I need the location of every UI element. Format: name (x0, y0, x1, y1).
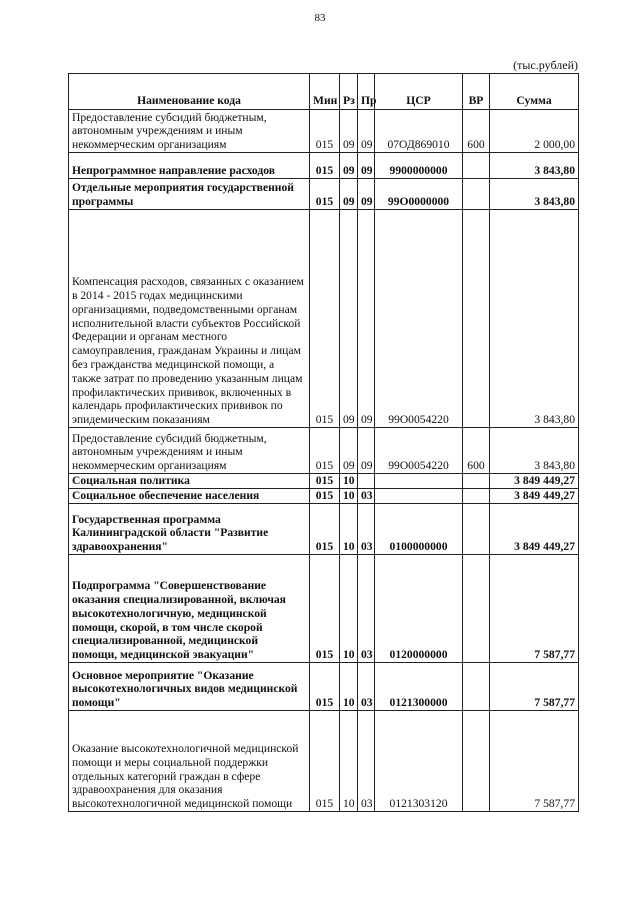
row-vr (463, 489, 490, 504)
row-rz: 10 (340, 474, 358, 489)
row-min: 015 (310, 210, 340, 428)
row-sum: 3 849 449,27 (490, 504, 579, 555)
row-rz: 09 (340, 210, 358, 428)
header-rz: Рз (340, 74, 358, 110)
row-sum: 7 587,77 (490, 711, 579, 812)
row-csr (375, 489, 463, 504)
row-csr: 0100000000 (375, 504, 463, 555)
row-name: Подпрограмма "Совершенствование оказания специализированной, включая высокотехнологичную, медицинской помощи, скорой, в том числе скорой специализированной, медицинской помощи, медицинской эвакуации" (69, 555, 310, 663)
units-label: (тыс.рублей) (513, 58, 578, 72)
row-rz: 10 (340, 711, 358, 812)
table-row (69, 210, 579, 428)
row-csr: 99О0000000 (375, 179, 463, 210)
row-csr: 99О0054220 (375, 210, 463, 428)
row-min: 015 (310, 489, 340, 504)
row-pr: 03 (358, 489, 375, 504)
row-sum: 3 843,80 (490, 210, 579, 428)
row-rz: 09 (340, 153, 358, 179)
table-row (69, 489, 579, 504)
row-sum: 7 587,77 (490, 555, 579, 663)
table-row (69, 428, 579, 474)
page-number: 83 (314, 12, 326, 24)
row-rz: 10 (340, 504, 358, 555)
row-rz: 10 (340, 663, 358, 711)
table-row (69, 153, 579, 179)
row-rz: 10 (340, 555, 358, 663)
header-min: Мин (310, 74, 340, 110)
row-csr: 0121303120 (375, 711, 463, 812)
table-row (69, 504, 579, 555)
row-pr: 03 (358, 555, 375, 663)
row-pr: 09 (358, 428, 375, 474)
row-csr: 99О0054220 (375, 428, 463, 474)
row-name: Государственная программа Калининградской области "Развитие здравоохранения" (69, 504, 310, 555)
row-csr: 9900000000 (375, 153, 463, 179)
row-csr: 0120000000 (375, 555, 463, 663)
row-vr (463, 210, 490, 428)
row-name: Социальная политика (69, 474, 310, 489)
row-min: 015 (310, 663, 340, 711)
row-sum: 3 843,80 (490, 153, 579, 179)
row-sum: 3 843,80 (490, 428, 579, 474)
row-sum: 3 843,80 (490, 179, 579, 210)
header-csr: ЦСР (375, 74, 463, 110)
table-row (69, 110, 579, 153)
table-header-row (69, 74, 579, 110)
row-vr (463, 179, 490, 210)
row-min: 015 (310, 504, 340, 555)
row-pr: 09 (358, 110, 375, 153)
row-vr (463, 504, 490, 555)
row-min: 015 (310, 711, 340, 812)
row-pr: 09 (358, 210, 375, 428)
row-vr: 600 (463, 428, 490, 474)
row-vr (463, 153, 490, 179)
row-name: Компенсация расходов, связанных с оказанием в 2014 - 2015 годах медицинскими организациями, подведомственными органам исполнительной власти субъектов Российской Федерации и органам местного самоуправления, гражданам Украины и лицам без гражданства медицинской помощи, а также затрат по проведению указанным лицам профилактических прививок, включенных в календарь профилактических прививок по эпидемическим показаниям (69, 210, 310, 428)
row-vr (463, 663, 490, 711)
row-csr (375, 474, 463, 489)
row-vr (463, 474, 490, 489)
row-sum: 3 849 449,27 (490, 474, 579, 489)
row-pr: 03 (358, 711, 375, 812)
header-vr: ВР (463, 74, 490, 110)
row-name: Оказание высокотехнологичной медицинской помощи и меры социальной поддержки отдельных категорий граждан в сфере здравоохранения для оказания высокотехнологичной медицинской помощи (69, 711, 310, 812)
row-name: Предоставление субсидий бюджетным, автономным учреждениям и иным некоммерческим организациям (69, 428, 310, 474)
row-vr (463, 711, 490, 812)
row-pr: 09 (358, 153, 375, 179)
row-vr: 600 (463, 110, 490, 153)
row-min: 015 (310, 179, 340, 210)
row-rz: 09 (340, 428, 358, 474)
row-min: 015 (310, 428, 340, 474)
row-min: 015 (310, 153, 340, 179)
row-name: Основное мероприятие "Оказание высокотехнологичных видов медицинской помощи" (69, 663, 310, 711)
table-row (69, 711, 579, 812)
row-min: 015 (310, 110, 340, 153)
row-min: 015 (310, 474, 340, 489)
row-csr: 0121300000 (375, 663, 463, 711)
row-sum: 7 587,77 (490, 663, 579, 711)
row-name: Предоставление субсидий бюджетным, автономным учреждениям и иным некоммерческим организациям (69, 110, 310, 153)
row-name: Социальное обеспечение населения (69, 489, 310, 504)
header-sum: Сумма (490, 74, 579, 110)
row-pr: 09 (358, 179, 375, 210)
row-csr: 07ОД869010 (375, 110, 463, 153)
row-rz: 09 (340, 110, 358, 153)
header-name: Наименование кода (69, 74, 310, 110)
row-min: 015 (310, 555, 340, 663)
table-row (69, 555, 579, 663)
header-pr: Пр (358, 74, 375, 110)
row-pr (358, 474, 375, 489)
row-pr: 03 (358, 663, 375, 711)
row-pr: 03 (358, 504, 375, 555)
table-row (69, 474, 579, 489)
row-name: Непрограммное направление расходов (69, 153, 310, 179)
budget-table (68, 73, 579, 812)
row-name: Отдельные мероприятия государственной программы (69, 179, 310, 210)
row-vr (463, 555, 490, 663)
row-rz: 09 (340, 179, 358, 210)
table-row (69, 663, 579, 711)
row-rz: 10 (340, 489, 358, 504)
row-sum: 3 849 449,27 (490, 489, 579, 504)
table-row (69, 179, 579, 210)
row-sum: 2 000,00 (490, 110, 579, 153)
